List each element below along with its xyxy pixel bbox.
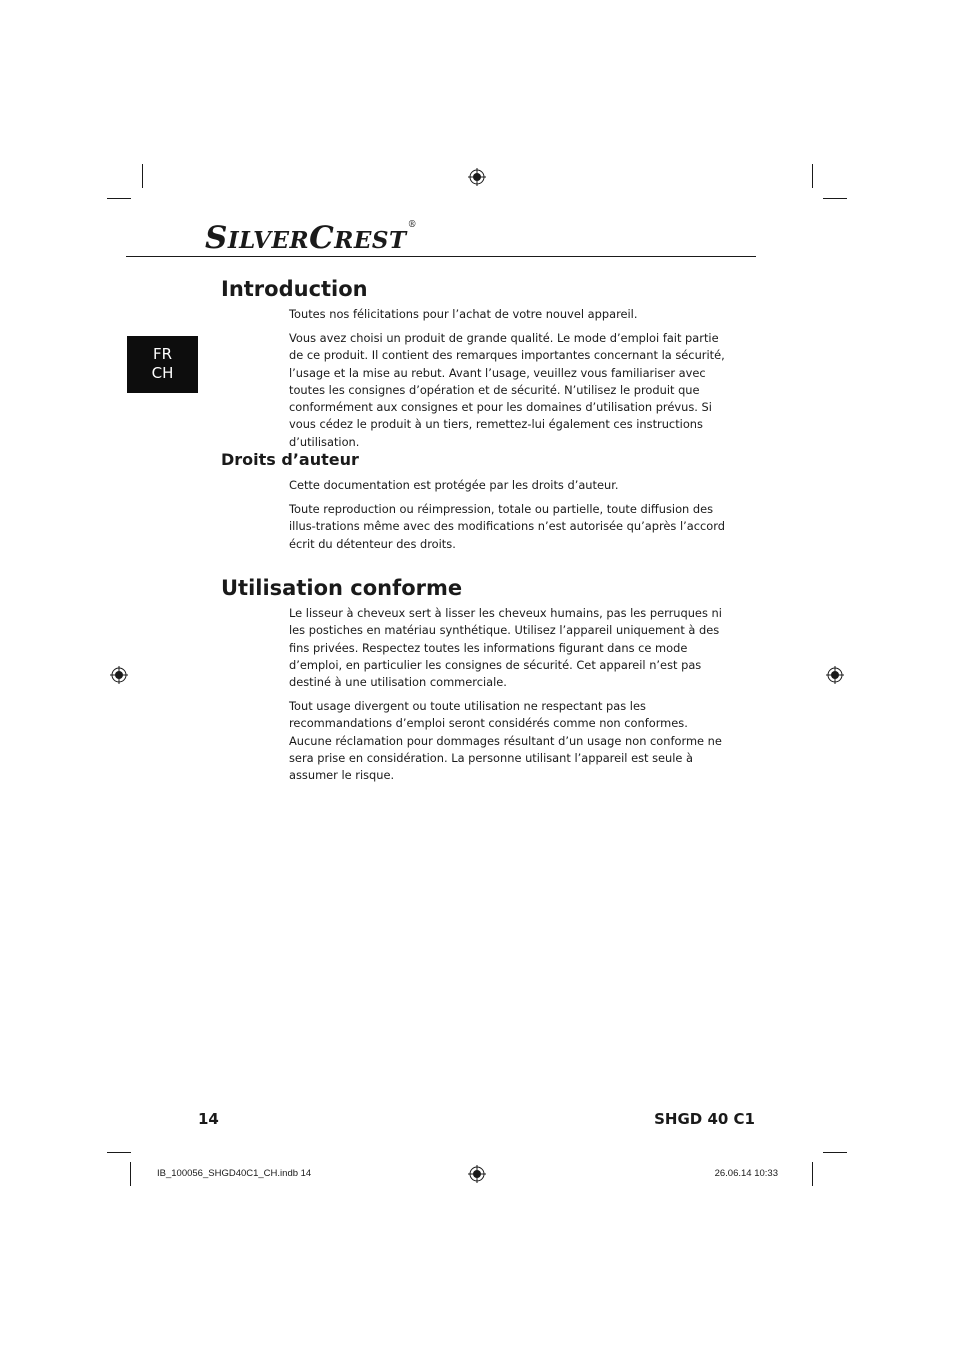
brand-letters: ILVER xyxy=(227,227,310,254)
header-rule xyxy=(126,256,756,257)
model-number: SHGD 40 C1 xyxy=(654,1110,755,1128)
section-heading-introduction: Introduction xyxy=(221,277,368,301)
crop-mark xyxy=(142,164,143,188)
print-slug-file: IB_100056_SHGD40C1_CH.indb 14 xyxy=(157,1168,312,1179)
crop-mark xyxy=(823,198,847,199)
paragraph: Le lisseur à cheveux sert à lisser les cheveux humains, pas les perruques ni les postiches en matériau synthétique. Utilisez l’appareil uniquement à des fins privées. Respectez toutes les informations figurant dans ce mode d’emploi, en particulier les consignes de sécurité. Cet appareil n’est pas destiné à une utilisation commerciale. xyxy=(289,606,722,690)
section-heading-intended-use: Utilisation conforme xyxy=(221,576,463,600)
crop-mark xyxy=(107,198,131,199)
crop-mark xyxy=(130,1162,131,1186)
paragraph: Vous avez choisi un produit de grande qualité. Le mode d’emploi fait partie de ce produit. Il contient des remarques importantes concernant la sécurité, l’usage et la mise au rebut. Avant l’usage, veuillez vous familiariser avec toutes les consignes d’opération et de sécurité. N’utilisez le produit que conformément aux consignes et pour les domaines d’utilisation prévus. Si vous cédez le produit à un tiers, remettez-lui également ces instructions d’utilisation. xyxy=(289,331,725,449)
crop-mark xyxy=(812,164,813,188)
language-tab xyxy=(127,336,198,393)
brand-letter: S xyxy=(205,220,228,256)
registered-mark: ® xyxy=(407,220,418,230)
crop-mark xyxy=(823,1152,847,1153)
section-heading-copyright: Droits d’auteur xyxy=(221,450,359,469)
crop-mark xyxy=(107,1152,131,1153)
paragraph: Cette documentation est protégée par les droits d’auteur. xyxy=(289,478,619,492)
page-number: 14 xyxy=(198,1110,219,1128)
language-code: FR xyxy=(152,345,173,363)
registration-mark-icon xyxy=(468,168,486,186)
paragraph: Tout usage divergent ou toute utilisation ne respectant pas les recommandations d’emploi seront considérés comme non conformes. Aucune réclamation pour dommages résultant d’un usage non conforme ne sera prise en considération. La personne utilisant l’appareil est seule à assumer le risque. xyxy=(289,699,722,783)
crop-mark xyxy=(812,1162,813,1186)
registration-mark-icon xyxy=(468,1165,486,1183)
registration-mark-icon xyxy=(826,666,844,684)
brand-logo xyxy=(205,220,417,256)
paragraph: Toutes nos félicitations pour l’achat de votre nouvel appareil. xyxy=(289,307,638,321)
print-slug-date: 26.06.14 10:33 xyxy=(714,1168,778,1179)
brand-letter: C xyxy=(309,220,335,256)
country-code: CH xyxy=(151,364,174,382)
paragraph: Toute reproduction ou réimpression, totale ou partielle, toute diffusion des illus-trations même avec des modifications n’est autorisée qu’après l’accord écrit du détenteur des droits. xyxy=(289,502,725,551)
registration-mark-icon xyxy=(110,666,128,684)
brand-letters: REST xyxy=(334,227,407,254)
